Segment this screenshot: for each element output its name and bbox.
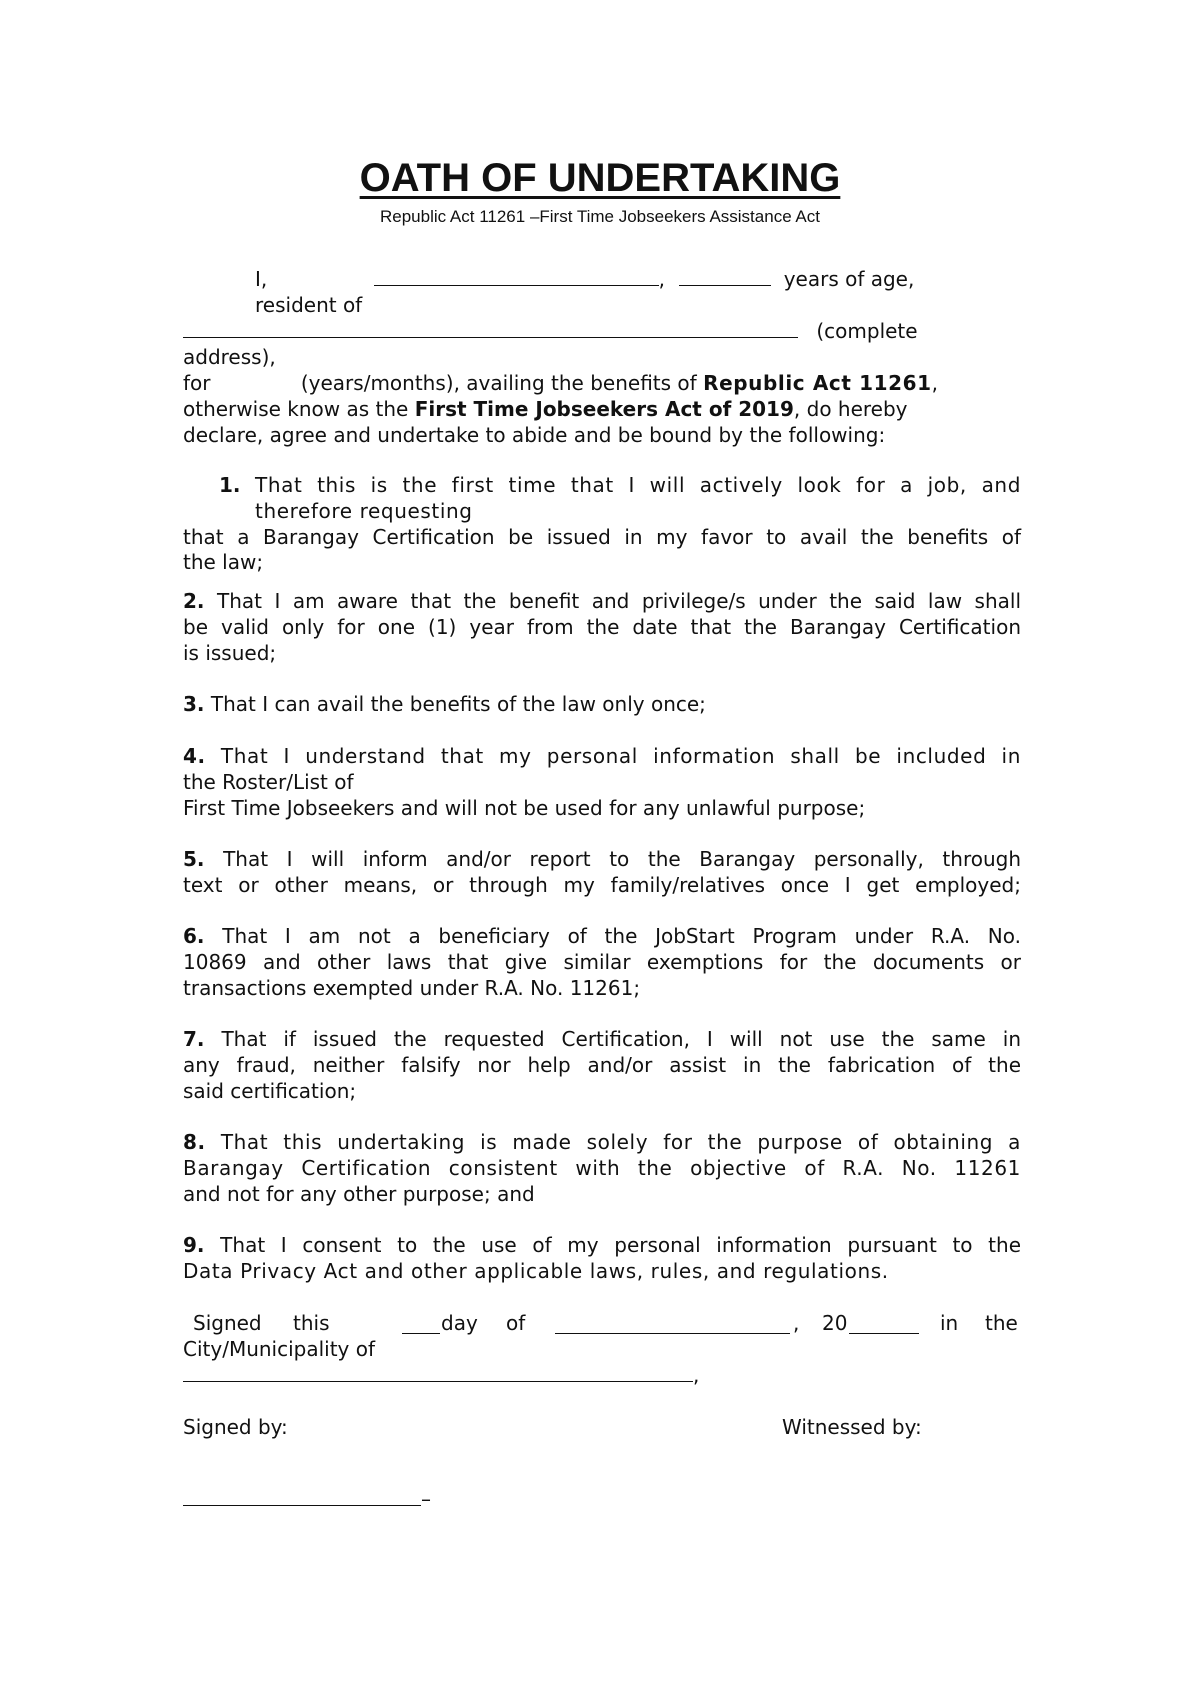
age-text: years of age,	[783, 267, 915, 291]
intro-line-3	[183, 318, 918, 344]
item-4-line-2: the Roster/List of	[183, 770, 354, 794]
complete-label: (complete	[816, 319, 918, 343]
item-1-line-3: that a Barangay Certification be issued in my favor to avail the benefits of	[183, 525, 1021, 549]
age-field[interactable]	[679, 267, 771, 286]
item-8-line-1: 8. That this undertaking is made solely for the purpose of obtaining a	[183, 1130, 1021, 1154]
intro-line-6	[183, 396, 908, 422]
signature-dash: –	[421, 1487, 431, 1511]
name-field[interactable]	[374, 267, 659, 286]
intro-line-1	[255, 266, 914, 292]
in-word: in	[940, 1311, 959, 1335]
ra-comma: ,	[931, 371, 939, 395]
year-field[interactable]	[849, 1315, 919, 1334]
ra-bold: Republic Act 11261	[703, 371, 932, 395]
item-6-line-2: 10869 and other laws that give similar exemptions for the documents or	[183, 950, 1021, 974]
page-subtitle: Republic Act 11261 –First Time Jobseekers Assistance Act	[379, 207, 820, 226]
city-field[interactable]	[183, 1363, 693, 1382]
item-1-line-1: That this is the first time that I will actively look for a job, and	[255, 473, 1021, 497]
the-word: the	[985, 1311, 1018, 1335]
item-3-line-1: 3. That I can avail the benefits of the law only once;	[183, 692, 706, 716]
item-4-line-3: First Time Jobseekers and will not be used for any unlawful purpose;	[183, 796, 866, 820]
month-field[interactable]	[555, 1315, 790, 1334]
item-5-line-2: text or other means, or through my family/relatives once I get employed;	[183, 873, 1021, 897]
item-6-line-1: 6. That I am not a beneficiary of the JobStart Program under R.A. No.	[183, 924, 1021, 948]
day-field[interactable]	[402, 1315, 440, 1334]
resident-of-label: resident of	[255, 293, 363, 317]
item-8-line-2: Barangay Certification consistent with the objective of R.A. No. 11261	[183, 1156, 1021, 1180]
intro-line-5	[183, 370, 938, 396]
item-1-line-2: therefore requesting	[255, 499, 473, 523]
day-word: day	[441, 1311, 478, 1335]
years-months-text: (years/months), availing the benefits of	[300, 371, 697, 395]
witnessed-by-label: Witnessed by:	[782, 1415, 922, 1439]
do-hereby-text: , do hereby	[793, 397, 908, 421]
page-title: OATH OF UNDERTAKING	[359, 156, 841, 200]
otherwise-text: otherwise know as the	[183, 397, 409, 421]
for-label: for	[183, 371, 211, 395]
signature-line	[183, 1486, 431, 1512]
ftja-bold: First Time Jobseekers Act of 2019	[414, 397, 794, 421]
year-prefix: 20	[822, 1311, 848, 1335]
item-1-number: 1.	[219, 473, 241, 497]
city-comma: ,	[693, 1363, 700, 1387]
signature-field[interactable]	[183, 1487, 421, 1506]
of-word: of	[506, 1311, 526, 1335]
item-4-line-1: 4. That I understand that my personal information shall be included in	[183, 744, 1021, 768]
item-9-line-2: Data Privacy Act and other applicable laws, rules, and regulations.	[183, 1259, 889, 1283]
item-6-line-3: transactions exempted under R.A. No. 11261;	[183, 976, 641, 1000]
item-2-line-3: is issued;	[183, 641, 277, 665]
month-comma: ,	[793, 1311, 800, 1335]
city-label: City/Municipality of	[183, 1337, 376, 1361]
this-word: this	[293, 1311, 330, 1335]
signed-by-label: Signed by:	[183, 1415, 288, 1439]
signed-word: Signed	[193, 1311, 262, 1335]
address-label: address),	[183, 345, 276, 369]
item-2-line-1: 2. That I am aware that the benefit and privilege/s under the said law shall	[183, 589, 1022, 613]
address-field[interactable]	[183, 319, 798, 338]
city-line	[183, 1362, 699, 1388]
declare-text: declare, agree and undertake to abide and be bound by the following:	[183, 423, 886, 447]
item-1-line-4: the law;	[183, 550, 264, 574]
item-8-line-3: and not for any other purpose; and	[183, 1182, 535, 1206]
item-2-line-2: be valid only for one (1) year from the date that the Barangay Certification	[183, 615, 1021, 639]
item-7-line-3: said certification;	[183, 1079, 357, 1103]
item-5-line-1: 5. That I will inform and/or report to the Barangay personally, through	[183, 847, 1022, 871]
item-7-line-1: 7. That if issued the requested Certification, I will not use the same in	[183, 1027, 1021, 1051]
item-7-line-2: any fraud, neither falsify nor help and/or assist in the fabrication of the	[183, 1053, 1021, 1077]
item-9-line-1: 9. That I consent to the use of my personal information pursuant to the	[183, 1233, 1022, 1257]
name-comma: ,	[658, 267, 665, 291]
i-label: I,	[255, 267, 268, 291]
